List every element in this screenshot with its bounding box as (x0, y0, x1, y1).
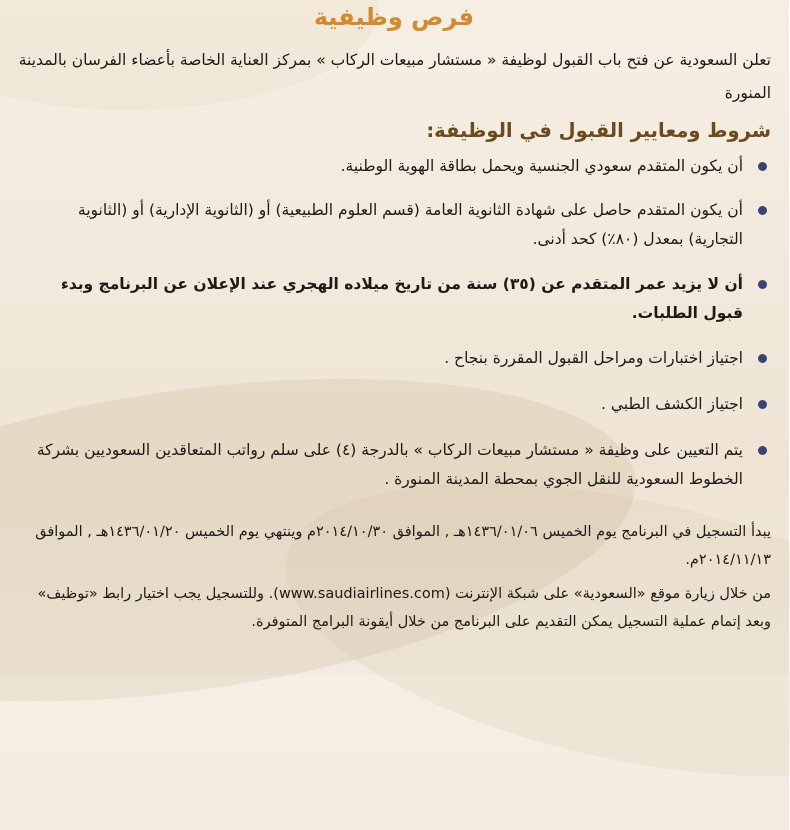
website-instructions: من خلال زيارة موقع «السعودية» على شبكة الإنترنت (www.saudiairlines.com). وللتسجيل يجب اختيار رابط «توظيف» وبعد إتمام عملية التسجيل يمكن التقديم على البرنامج من خلال أيقونة البرامج المتوفرة. (38, 586, 772, 630)
list-item-text: أن لا يزيد عمر المتقدم عن (٣٥) سنة من تاريخ ميلاده الهجري عند الإعلان عن البرنامج وبدء قبول الطلبات. (61, 275, 744, 322)
list-item-text: يتم التعيين على وظيفة « مستشار مبيعات الركاب » بالدرجة (٤) على سلم رواتب المتعاقدين السعوديين بشركة الخطوط السعودية للنقل الجوي بمحطة المدينة المنورة . (37, 441, 744, 488)
list-item (22, 270, 772, 344)
intro-paragraph: تعلن السعودية عن فتح باب القبول لوظيفة « مستشار مبيعات الركاب » بمركز العناية الخاصة بأعضاء الفرسان بالمدينة المنورة (19, 51, 772, 102)
bullet-dot-icon (759, 280, 768, 289)
registration-dates: يبدأ التسجيل في البرنامج يوم الخميس ١٤٣٦/٠١/٠٦هـ , الموافق ٢٠١٤/١٠/٣٠م وينتهي يوم الخميس ١٤٣٦/٠١/٢٠هـ , الموافق ٢٠١٤/١١/١٣م. (36, 524, 772, 568)
list-item-text: أن يكون المتقدم حاصل على شهادة الثانوية العامة (قسم العلوم الطبيعية) أو (الثانوية الإدارية) أو (الثانوية التجارية) بمعدل (٨٠٪) كحد أدنى. (78, 201, 744, 248)
list-item-text: أن يكون المتقدم سعودي الجنسية ويحمل بطاقة الهوية الوطنية. (341, 157, 744, 175)
bullet-dot-icon (759, 206, 768, 215)
list-item-text: اجتياز اختبارات ومراحل القبول المقررة بنجاح . (445, 349, 744, 367)
list-item (22, 344, 772, 390)
list-item (22, 196, 772, 270)
bullet-dot-icon (759, 446, 768, 455)
list-item (22, 436, 772, 496)
bullet-dot-icon (759, 354, 768, 363)
list-item (22, 390, 772, 436)
bullet-dot-icon (759, 162, 768, 171)
list-item (22, 152, 772, 196)
requirements-heading: شروط ومعايير القبول في الوظيفة: (427, 119, 772, 142)
requirements-list (22, 152, 772, 496)
list-item-text: اجتياز الكشف الطبي . (602, 395, 744, 413)
bullet-dot-icon (759, 400, 768, 409)
page-title: فرص وظيفية (314, 3, 476, 31)
